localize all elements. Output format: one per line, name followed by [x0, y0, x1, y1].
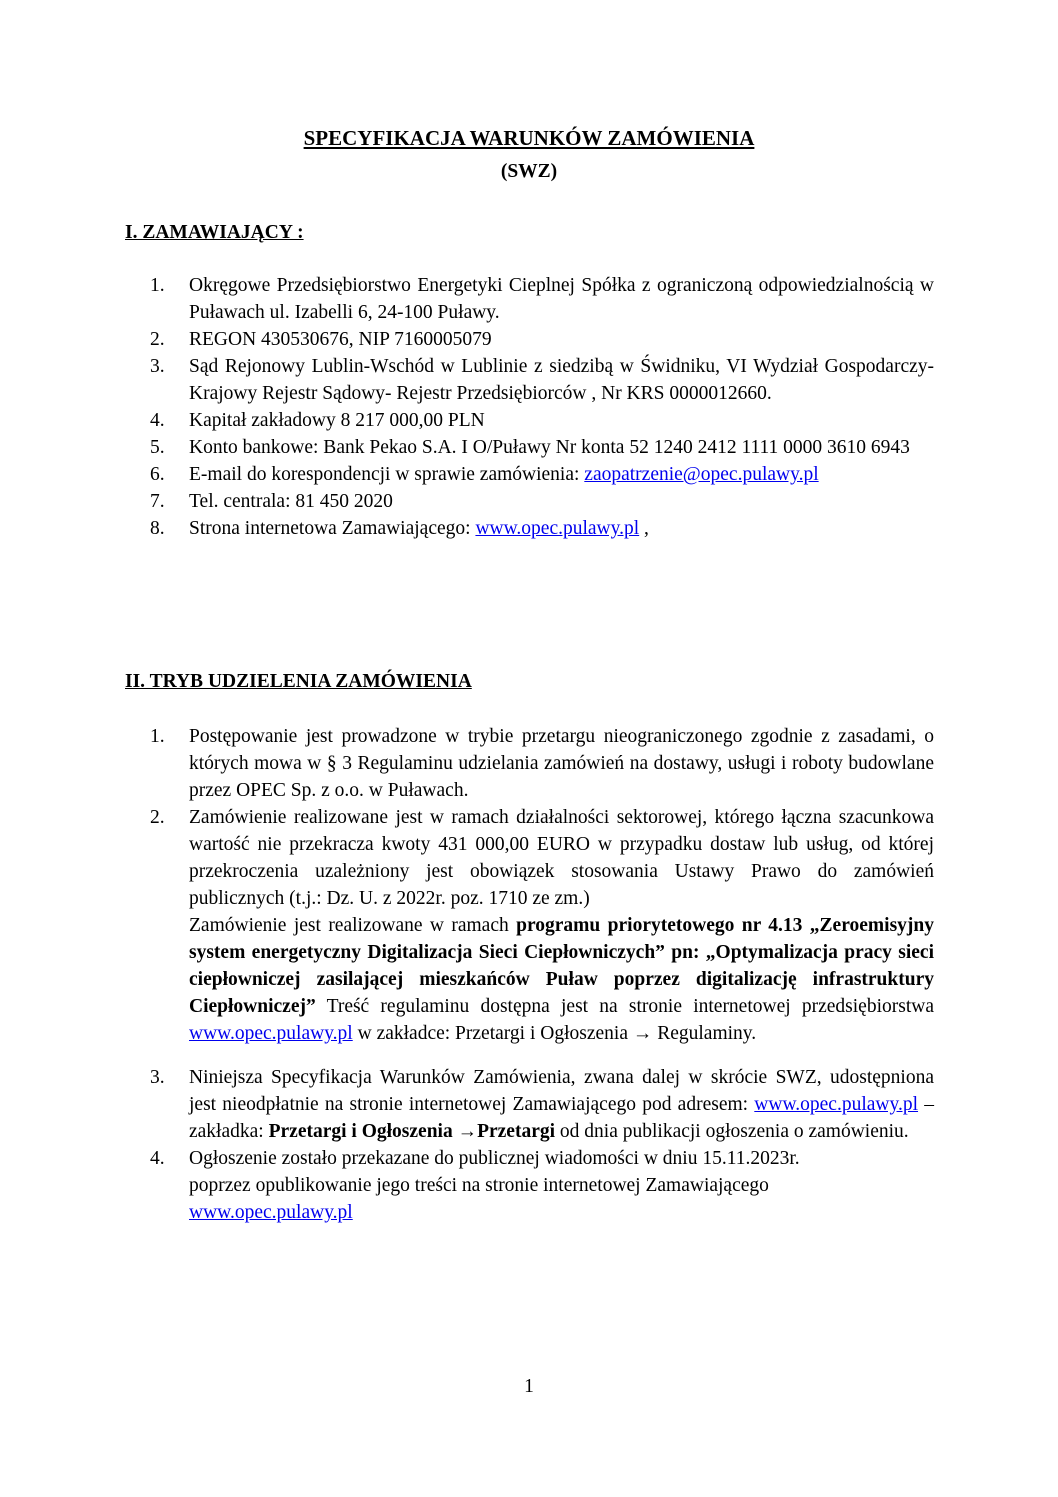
section-heading-zamawiajacy: I. ZAMAWIAJĄCY :	[125, 222, 304, 243]
list-item: 6. E-mail do korespondencji w sprawie zamówienia: zaopatrzenie@opec.pulawy.pl	[150, 464, 819, 485]
zamawiajacy-list	[150, 272, 934, 542]
spacer	[150, 1047, 934, 1064]
document-title: SPECYFIKACJA WARUNKÓW ZAMÓWIENIA	[303, 126, 755, 150]
list-item: 2. REGON 430530676, NIP 7160005079	[150, 329, 492, 350]
list-item: 5. Konto bankowe: Bank Pekao S.A. I O/Puławy Nr konta 52 1240 2412 1111 0000 3610 6943	[150, 437, 910, 458]
list-item: 3. Sąd Rejonowy Lublin-Wschód w Lublinie z siedzibą w Świdniku, VI Wydział Gospodarczy- Krajowy Rejestr Sądowy- Rejestr Przedsiębiorców , Nr KRS 0000012660.	[150, 356, 934, 404]
website-link[interactable]: www.opec.pulawy.pl	[475, 518, 640, 539]
website-link[interactable]: www.opec.pulawy.pl	[189, 1202, 353, 1223]
section-heading-tryb: II. TRYB UDZIELENIA ZAMÓWIENIA	[125, 671, 472, 692]
list-item: 3. Niniejsza Specyfikacja Warunków Zamówienia, zwana dalej w skrócie SWZ, udostępniona jest nieodpłatnie na stronie internetowej Zamawiającego pod adresem: www.opec.pulawy.pl – zakładka: Przetargi i Ogłoszenia →Przetargi od dnia publikacji ogłoszenia o zamówieniu.	[150, 1067, 935, 1142]
page-number: 1	[524, 1376, 534, 1397]
list-item: 4. Kapitał zakładowy 8 217 000,00 PLN	[150, 410, 485, 431]
tryb-list	[150, 723, 934, 1226]
list-item: 1. Okręgowe Przedsiębiorstwo Energetyki Cieplnej Spółka z ograniczoną odpowiedzialnością w Puławach ul. Izabelli 6, 24-100 Puławy.	[150, 275, 934, 323]
email-link[interactable]: zaopatrzenie@opec.pulawy.pl	[584, 464, 819, 485]
website-link[interactable]: www.opec.pulawy.pl	[754, 1094, 919, 1115]
list-item: 7. Tel. centrala: 81 450 2020	[150, 491, 393, 512]
list-item: 2. Zamówienie realizowane jest w ramach działalności sektorowej, którego łączna szacunkowa wartość nie przekracza kwoty 431 000,00 EURO w przypadku dostaw lub usług, od której przekroczenia uzależniony jest obowiązek stosowania Ustawy Prawo do zamówień publicznych (t.j.: Dz. U. z 2022r. poz. 1710 ze zm.) Zamówienie jest realizowane w ramach programu priorytetowego nr 4.13 „Zeroemisyjny system energetyczny Digitalizacja Sieci Ciepłowniczych” pn: „Optymalizacja pracy sieci ciepłowniczej zasilającej mieszkańców Puław poprzez digitalizację infrastruktury Ciepłowniczej” Treść regulaminu dostępna jest na stronie internetowej przedsiębiorstwa www.opec.pulawy.pl w zakładce: Przetargi i Ogłoszenia → Regulaminy.	[150, 807, 934, 1044]
document-subtitle: (SWZ)	[500, 161, 558, 182]
list-item: 8. Strona internetowa Zamawiającego: www.opec.pulawy.pl ,	[150, 518, 649, 539]
list-item: 4. Ogłoszenie zostało przekazane do publicznej wiadomości w dniu 15.11.2023r. poprzez opublikowanie jego treści na stronie internetowej Zamawiającego www.opec.pulawy.pl	[150, 1148, 800, 1223]
list-item: 1. Postępowanie jest prowadzone w trybie przetargu nieograniczonego zgodnie z zasadami, o których mowa w § 3 Regulaminu udzielania zamówień na dostawy, usługi i roboty budowlane przez OPEC Sp. z o.o. w Puławach.	[150, 726, 934, 801]
website-link[interactable]: www.opec.pulawy.pl	[189, 1023, 353, 1044]
